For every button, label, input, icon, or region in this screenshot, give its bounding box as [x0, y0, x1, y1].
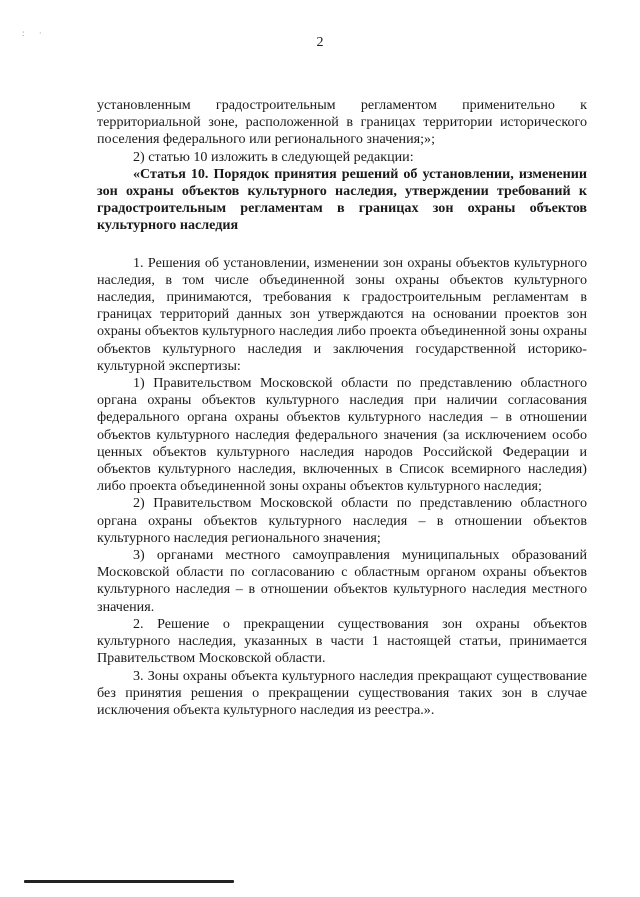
- paragraph-item-3: 3) органами местного самоуправления муниципальных образований Московской области по согласованию с областным органом охраны объектов культурного наследия – в отношении объектов культурного наследия местного значения.: [97, 547, 587, 615]
- paragraph-item-1: 1) Правительством Московской области по представлению областного органа охраны объектов культурного наследия при наличии согласования федерального органа охраны объектов культурного наследия – в отношении объектов культурного наследия федерального значения (за исключением особо ценных объектов культурного наследия народов Российской Федерации и объектов культурного наследия, включенных в Список всемирного наследия) либо проекта объединенной зоны охраны объектов культурного наследия;: [97, 375, 587, 495]
- article-heading: «Статья 10. Порядок принятия решений об установлении, изменении зон охраны объектов культурного наследия, утверждении требований к градостроительным регламентам в границах зон охраны объектов культурного наследия: [97, 165, 587, 234]
- page-number: 2: [316, 35, 324, 50]
- paragraph-item-2: 2) Правительством Московской области по представлению областного органа охраны объектов культурного наследия – в отношении объектов культурного наследия регионального значения;: [97, 495, 587, 546]
- scan-corner-marks: : ·: [22, 28, 48, 38]
- footer-rule: [24, 880, 234, 883]
- section-spacer: [97, 235, 587, 255]
- document-body: [97, 97, 587, 719]
- paragraph-part-2: 2. Решение о прекращении существования зон охраны объектов культурного наследия, указанных в части 1 настоящей статьи, принимается Правительством Московской области.: [97, 615, 587, 667]
- paragraph-part-1: 1. Решения об установлении, изменении зон охраны объектов культурного наследия, в том числе объединенной зоны охраны объектов культурного наследия, принимаются, требования к градостроительным регламентам в границах территорий данных зон утверждаются на основании проектов зон охраны объектов культурного наследия либо проекта объединенной зоны охраны объектов культурного наследия и заключения государственной историко-культурной экспертизы:: [97, 254, 587, 374]
- paragraph-amendment-item: 2) статью 10 изложить в следующей редакции:: [133, 148, 414, 165]
- paragraph-part-3: 3. Зоны охраны объекта культурного наследия прекращают существование без принятия решения о прекращении существования таких зон в случае исключения объекта культурного наследия из реестра.».: [97, 667, 587, 718]
- paragraph-continuation: установленным градостроительным регламентом применительно к территориальной зоне, расположенной в границах территории исторического поселения федерального или регионального значения;»;: [97, 97, 587, 148]
